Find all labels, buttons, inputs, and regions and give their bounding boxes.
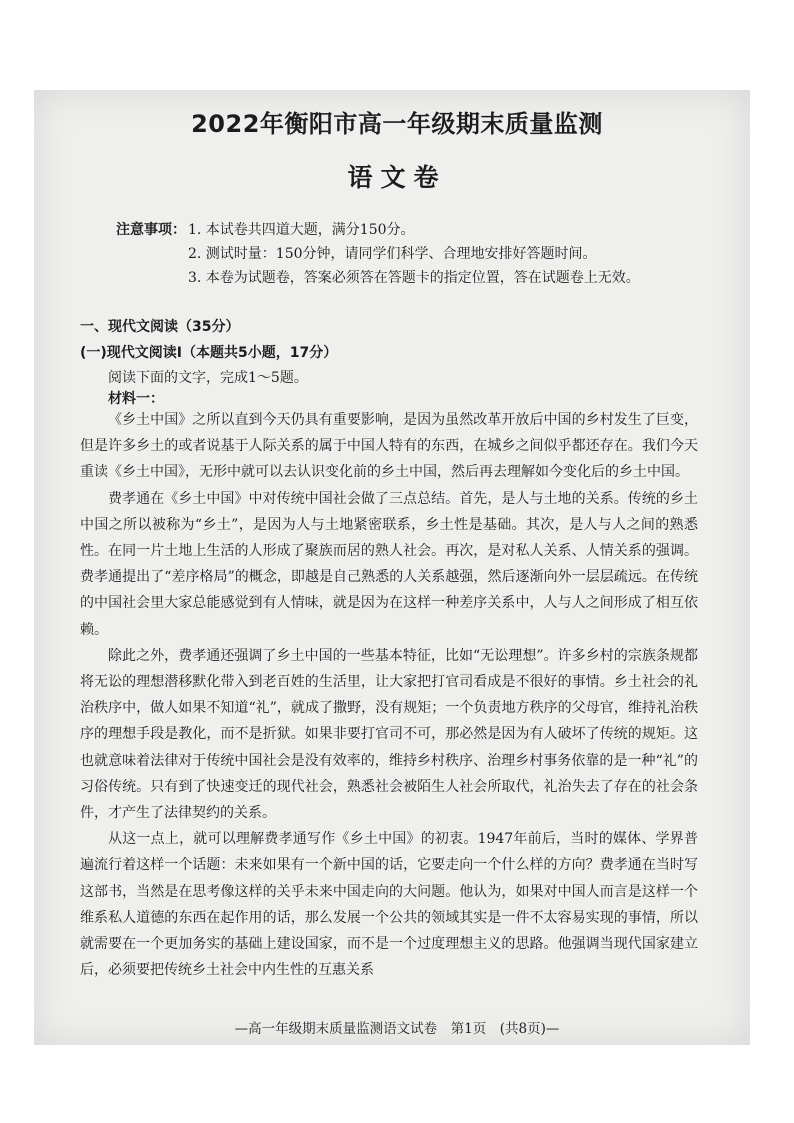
notice-item (116, 218, 640, 242)
paragraph: 从这一点上，就可以理解费孝通写作《乡土中国》的初衷。1947年前后，当时的媒体、学界普遍流行着这样一个话题：未来如果有一个新中国的话，它要走向一个什么样的方向？费孝通在当时写这部书，当然是在思考像这样的关乎未来中国走向的大问题。他认为，如果对中国人而言是这样一个维系私人道德的东西在起作用的话，那么发展一个公共的领域其实是一件不太容易实现的事情，所以就需要在一个更加务实的基础上建设国家，而不是一个过度理想主义的思路。他强调当现代国家建立后，必须要把传统乡土社会中内生性的互惠关系 (80, 831, 698, 979)
paragraph: 《乡土中国》之所以直到今天仍具有重要影响，是因为虽然改革开放后中国的乡村发生了巨变，但是许多乡土的或者说基于人际关系的属于中国人特有的东西，在城乡之间似乎都还存在。我们今天重读《乡土中国》，无形中就可以去认识变化前的乡土中国，然后再去理解如今变化后的乡土中国。 (80, 412, 698, 481)
notice-block (116, 218, 640, 290)
notice-item-2: 2. 测试时量：150分钟，请同学们科学、合理地安排好答题时间。 (188, 246, 597, 262)
instruction-text: 阅读下面的文字，完成1～5题。 (108, 370, 308, 386)
paragraph: 除此之外，费孝通还强调了乡土中国的一些基本特征，比如“无讼理想”。许多乡村的宗族条规都将无讼的理想潜移默化带入到老百姓的生活里，让大家把打官司看成是不很好的事情。乡土社会的礼治秩序中，做人如果不知道“礼”，就成了撒野，没有规矩；一个负责地方秩序的父母官，维持礼治秩序的理想手段是教化，而不是折狱。如果非要打官司不可，那必然是因为有人破坏了传统的规矩。这也就意味着法律对于传统中国社会是没有效率的，维持乡村秩序、治理乡村事务依靠的是一种“礼”的习俗传统。只有到了快速变迁的现代社会，熟悉社会被陌生人社会所取代，礼治失去了存在的社会条件，才产生了法律契约的关系。 (80, 647, 698, 822)
material-label: 材料一： (108, 391, 164, 407)
exam-subtitle: 语文卷 (347, 163, 447, 192)
notice-item-1: 1. 本试卷共四道大题，满分150分。 (188, 222, 415, 238)
section-heading: 一、现代文阅读（35分） (80, 319, 240, 335)
sub-section-heading: (一)现代文阅读Ⅰ（本题共5小题，17分） (80, 345, 338, 361)
exam-title: 2022年衡阳市高一年级期末质量监测 (191, 110, 603, 138)
page-footer: —高一年级期末质量监测语文试卷 第1页 (共8页)— (234, 1021, 560, 1037)
paragraph: 费孝通在《乡土中国》中对传统中国社会做了三点总结。首先，是人与土地的关系。传统的乡土中国之所以被称为“乡土”，是因为人与土地紧密联系，乡土性是基础。其次，是人与人之间的熟悉性。在同一片土地上生活的人形成了聚族而居的熟人社会。再次，是对私人关系、人情关系的强调。费孝通提出了“差序格局”的概念，即越是自己熟悉的人关系越强，然后逐渐向外一层层疏远。在传统的中国社会里大家总能感觉到有人情味，就是因为在这样一种差序关系中，人与人之间形成了相互依赖。 (80, 490, 698, 638)
notice-label: 注意事项： (116, 222, 186, 238)
reading-passage (80, 407, 698, 983)
notice-item-3: 3. 本卷为试题卷，答案必须答在答题卡的指定位置，答在试题卷上无效。 (188, 270, 640, 286)
